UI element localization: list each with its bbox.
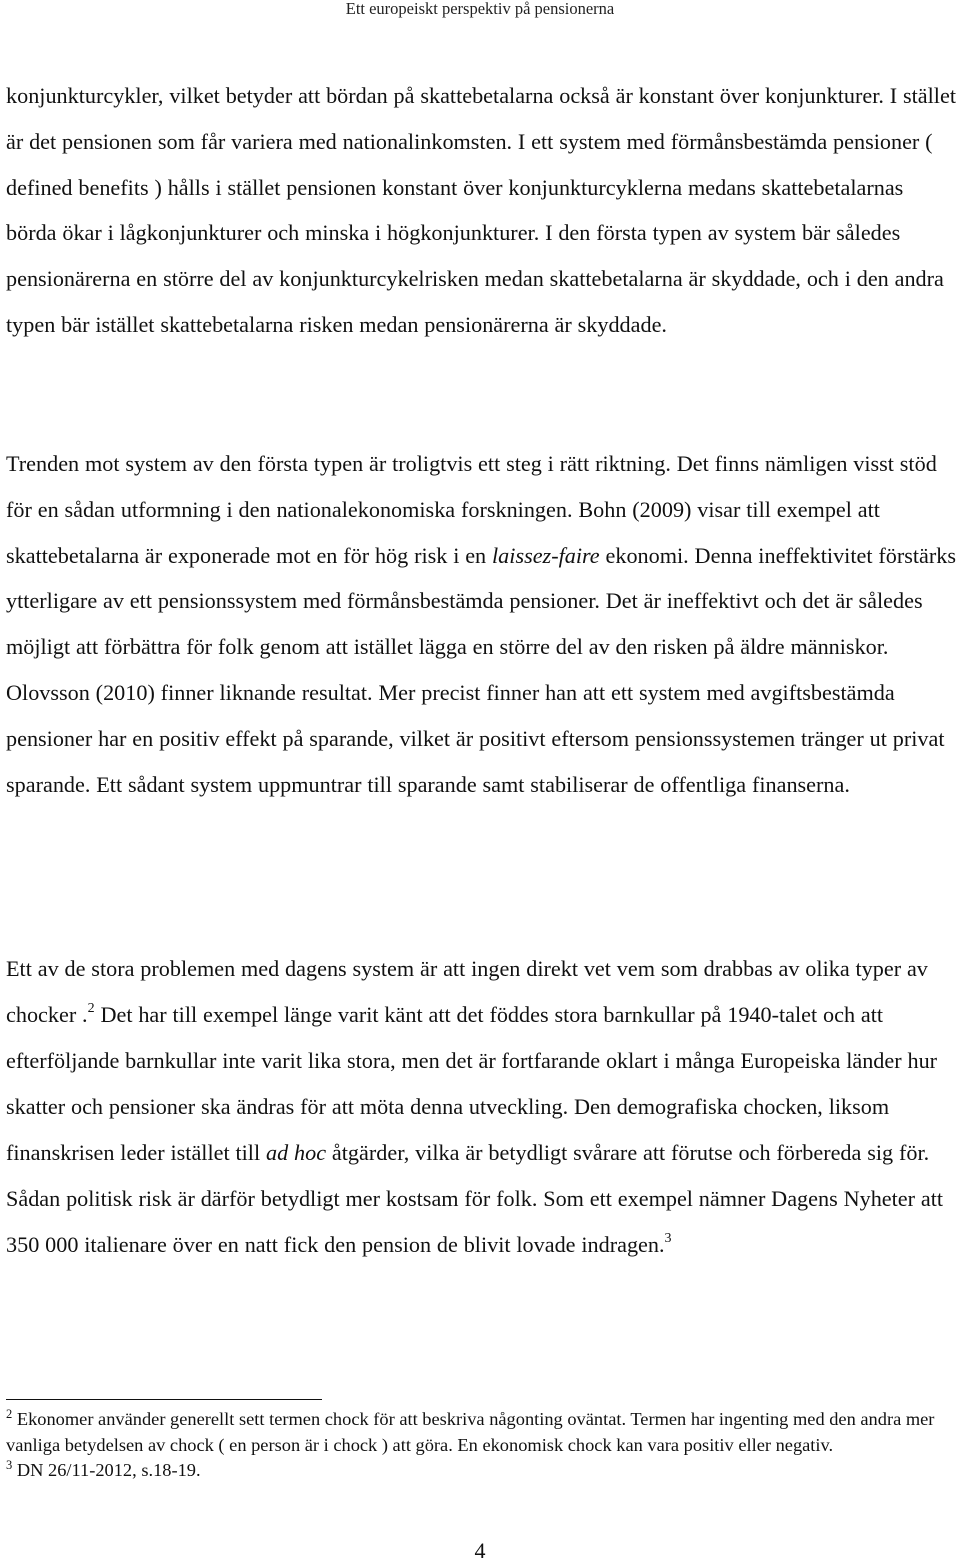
footnotes-section [6,1407,958,1484]
paragraph-3-text-c: åtgärder, vilka är betydligt svårare att förutse och förbereda sig för. Sådan politisk risk är därför betydligt mer kostsam för folk. Som ett exempel nämner Dagens Nyheter att 350 000 italienare över en natt fick den pension de blivit lovade indragen. [6,1140,944,1257]
footnote-2-number: 2 [6,1407,13,1421]
paragraph-3 [6,946,958,1268]
paragraph-3-text-a: Ett av de stora problemen med dagens system är att ingen direkt vet vem som drabbas av olika typer av chocker . [6,956,928,1027]
footnote-ref-2: 2 [87,1001,95,1016]
italic-term-laissez-faire: laissez-faire [492,542,600,568]
footnote-3-text: DN 26/11-2012, s.18-19. [12,1460,201,1481]
paragraph-2-text-b: ekonomi. Denna ineffektivitet förstärks ytterligare av ett pensionssystem med förmånsbestämda pensioner. Det är ineffektivt och det är således möjligt att förbättra för folk genom att istället lägga en större del av den risken på äldre människor. Olovsson (2010) finner liknande resultat. Mer precist finner han att ett system med avgiftsbestämda pensioner har en positiv effekt på sparande, vilket är positivt eftersom pensionssystemen tränger ut privat sparande. Ett sådant system uppmuntrar till sparande samt stabiliserar de offentliga finanserna. [6,542,956,797]
footnote-separator [6,1399,322,1400]
footnote-2 [6,1407,958,1458]
paragraph-2-text-a: Trenden mot system av den första typen är troligtvis ett steg i rätt riktning. Det finns nämligen visst stöd för en sådan utformning i den nationalekonomiska forskningen. Bohn (2009) visar till exempel att skattebetalarna är exponerade mot en för hög risk i en [6,451,937,568]
italic-term-ad-hoc: ad hoc [266,1140,327,1165]
paragraph-2 [6,441,958,807]
footnote-3 [6,1458,958,1484]
footnote-2-text: Ekonomer använder generellt sett termen chock för att beskriva någonting oväntat. Termen har ingenting med den andra mer vanliga betydelsen av chock ( en person är i chock ) att göra. En ekonomisk chock kan vara positiv eller negativ. [6,1409,935,1455]
footnote-3-number: 3 [6,1458,13,1473]
paragraph-1: konjunkturcykler, vilket betyder att bördan på skattebetalarna också är konstant över konjunkturer. I stället är det pensionen som får variera med nationalinkomsten. I ett system med förmånsbestämda pensioner ( defined benefits ) hålls i stället pensionen konstant över konjunkturcyklerna medans skattebetalarnas börda ökar i lågkonjunkturer och minska i högkonjunkturer. I den första typen av system bär således pensionärerna en större del av konjunkturcykelrisken medan skattebetalarna är skyddade, och i den andra typen bär istället skattebetalarna risken medan pensionärerna är skyddade. [6,83,956,337]
running-header: Ett europeiskt perspektiv på pensionerna [345,0,615,18]
page-number: 4 [474,1538,486,1563]
paragraph-3-text-b: Det har till exempel länge varit känt att det föddes stora barnkullar på 1940-talet och att efterföljande barnkullar inte varit lika stora, men det är fortfarande oklart i många Europeiska länder hur skatter och pensioner ska ändras för att möta denna utveckling. Den demografiska chocken, liksom finanskrisen leder istället till [6,1002,938,1165]
footnote-ref-3: 3 [664,1231,672,1246]
